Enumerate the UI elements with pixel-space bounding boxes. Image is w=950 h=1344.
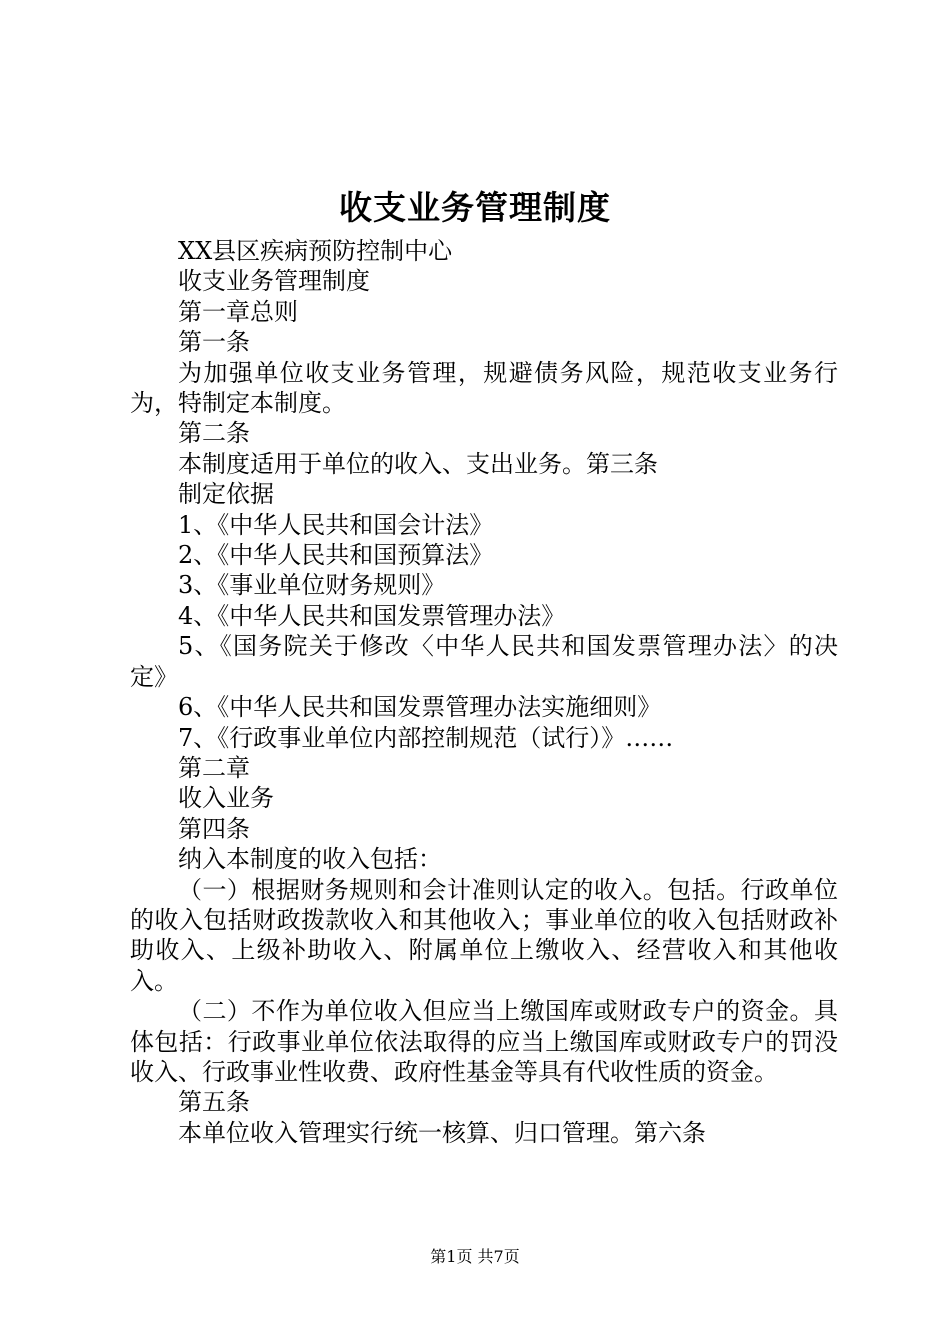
article-heading: 第五条 bbox=[178, 1088, 250, 1117]
page-footer: 第1页 共7页 bbox=[430, 1247, 520, 1266]
paragraph: 为加强单位收支业务管理，规避债务风险，规范收支业务行为，特制定本制度。 bbox=[130, 358, 838, 418]
list-item: 4、《中华人民共和国发票管理办法》 bbox=[178, 601, 566, 630]
subtitle: 收支业务管理制度 bbox=[178, 267, 370, 296]
article-heading: 第二条 bbox=[178, 419, 250, 448]
org-name: XX县区疾病预防控制中心 bbox=[178, 237, 453, 265]
article-heading: 第一条 bbox=[178, 328, 250, 357]
section-heading: 制定依据 bbox=[178, 480, 274, 509]
list-item: 3、《事业单位财务规则》 bbox=[178, 571, 446, 600]
chapter-title: 收入业务 bbox=[178, 784, 274, 813]
paragraph: （一）根据财务规则和会计准则认定的收入。包括。行政单位的收入包括财政拨款收入和其他收入；事业单位的收入包括财政补助收入、上级补助收入、附属单位上缴收入、经营收入和其他收入。 bbox=[130, 875, 838, 995]
article-heading: 第四条 bbox=[178, 814, 250, 843]
list-item: 7、《行政事业单位内部控制规范（试行）》…… bbox=[178, 723, 674, 752]
list-item: 6、《中华人民共和国发票管理办法实施细则》 bbox=[178, 693, 662, 722]
list-item: 2、《中华人民共和国预算法》 bbox=[178, 541, 494, 570]
chapter-heading: 第二章 bbox=[178, 753, 250, 782]
paragraph: 本制度适用于单位的收入、支出业务。第三条 bbox=[178, 449, 658, 478]
chapter-heading: 第一章总则 bbox=[178, 297, 298, 326]
document-body bbox=[130, 236, 838, 1148]
page-title: 收支业务管理制度 bbox=[339, 188, 611, 227]
list-item: 1、《中华人民共和国会计法》 bbox=[178, 510, 494, 539]
paragraph: （二）不作为单位收入但应当上缴国库或财政专户的资金。具体包括：行政事业单位依法取得的应当上缴国库或财政专户的罚没收入、行政事业性收费、政府性基金等具有代收性质的资金。 bbox=[130, 997, 838, 1086]
list-item: 5、《国务院关于修改〈中华人民共和国发票管理办法〉的决定》 bbox=[130, 632, 838, 691]
paragraph: 纳入本制度的收入包括： bbox=[178, 845, 442, 874]
paragraph: 本单位收入管理实行统一核算、归口管理。第六条 bbox=[178, 1118, 706, 1147]
